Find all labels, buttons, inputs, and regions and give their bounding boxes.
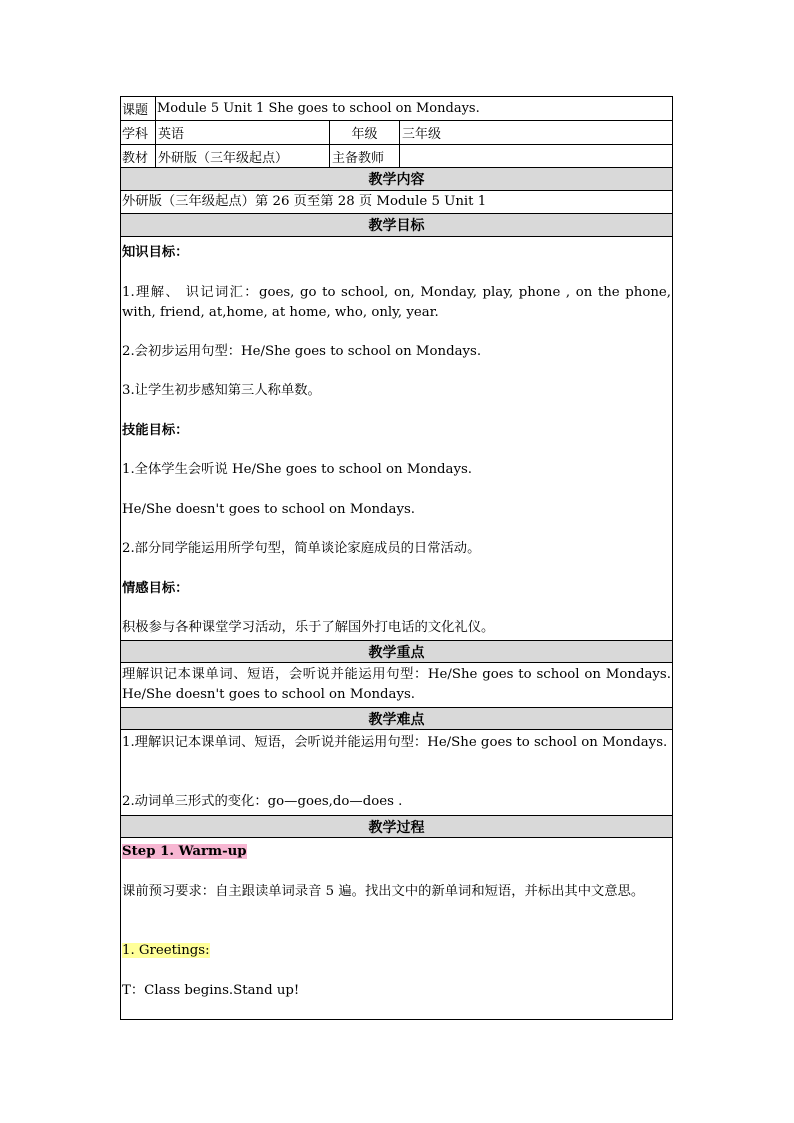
grade-label: 年级: [330, 121, 400, 144]
key-title: 教学重点: [121, 641, 672, 662]
teacher-value: [400, 145, 672, 167]
course-value: Module 5 Unit 1 She goes to school on Mondays.: [157, 101, 480, 116]
textbook-value: 外研版（三年级起点）: [156, 145, 330, 167]
difficult-body: [121, 730, 672, 816]
difficult-section-header: [121, 708, 672, 730]
step1-line: [121, 842, 672, 862]
goals-title: 教学目标: [121, 214, 672, 236]
knowledge-item-2: 2.会初步运用句型：He/She goes to school on Mondays.: [122, 344, 482, 359]
process-section-header: [121, 816, 672, 838]
process-title: 教学过程: [121, 816, 672, 837]
step1-heading: Step 1. Warm-up: [122, 844, 247, 859]
difficult-item-1: 1.理解识记本课单词、短语，会听说并能运用句型：He/She goes to school on Mondays.: [122, 735, 668, 750]
difficult-title: 教学难点: [121, 708, 672, 729]
goals-section-header: [121, 214, 672, 237]
skill-item-2: 2.部分同学能运用所学句型，简单谈论家庭成员的日常活动。: [122, 541, 481, 556]
greetings-heading: 1. Greetings:: [122, 943, 210, 958]
subject-row: [121, 121, 672, 145]
skill-item-1: 1.全体学生会听说 He/She goes to school on Mondays.: [122, 462, 473, 477]
content-row: [121, 191, 672, 214]
emotion-item-1: 积极参与各种课堂学习活动，乐于了解国外打电话的文化礼仪。: [122, 620, 495, 635]
process-body: [121, 838, 672, 1019]
key-section-header: [121, 641, 672, 663]
grade-value: 三年级: [402, 127, 442, 142]
content-section-header: [121, 168, 672, 191]
course-row: [121, 97, 672, 121]
emotion-title: 情感目标：: [122, 581, 189, 596]
key-text: 理解识记本课单词、短语，会听说并能运用句型：He/She goes to school on Mondays. He/She doesn't goes to school on Mondays.: [122, 667, 671, 702]
key-body: [121, 663, 672, 708]
subject-label: 学科: [121, 121, 156, 144]
skill-item-1b: He/She doesn't goes to school on Mondays.: [122, 502, 416, 517]
teacher-label: 主备教师: [330, 145, 400, 167]
goals-body: [121, 237, 672, 641]
textbook-label: 教材: [121, 145, 156, 167]
subject-value: 英语: [156, 121, 330, 144]
preview-text: 课前预习要求：自主跟读单词录音 5 遍。找出文中的新单词和短语，并标出其中文意思。: [122, 884, 645, 899]
content-title: 教学内容: [121, 168, 672, 190]
course-label: 课题: [121, 97, 156, 120]
textbook-row: [121, 145, 672, 168]
lesson-plan-table: [120, 96, 673, 1020]
content-text: 外研版（三年级起点）第 26 页至第 28 页 Module 5 Unit 1: [122, 194, 487, 209]
greetings-line: [121, 941, 672, 961]
skill-title: 技能目标：: [122, 423, 189, 438]
knowledge-item-1: 1.理解、 识记词汇：goes, go to school, on, Monday, play, phone , on the phone, with, friend, at,home, at home, who, only, year.: [122, 285, 671, 320]
knowledge-item-3: 3.让学生初步感知第三人称单数。: [122, 383, 321, 398]
knowledge-title: 知识目标：: [122, 245, 189, 260]
difficult-item-2: 2.动词单三形式的变化：go—goes,do—does .: [122, 794, 403, 809]
teacher-line: T：Class begins.Stand up!: [122, 983, 300, 998]
